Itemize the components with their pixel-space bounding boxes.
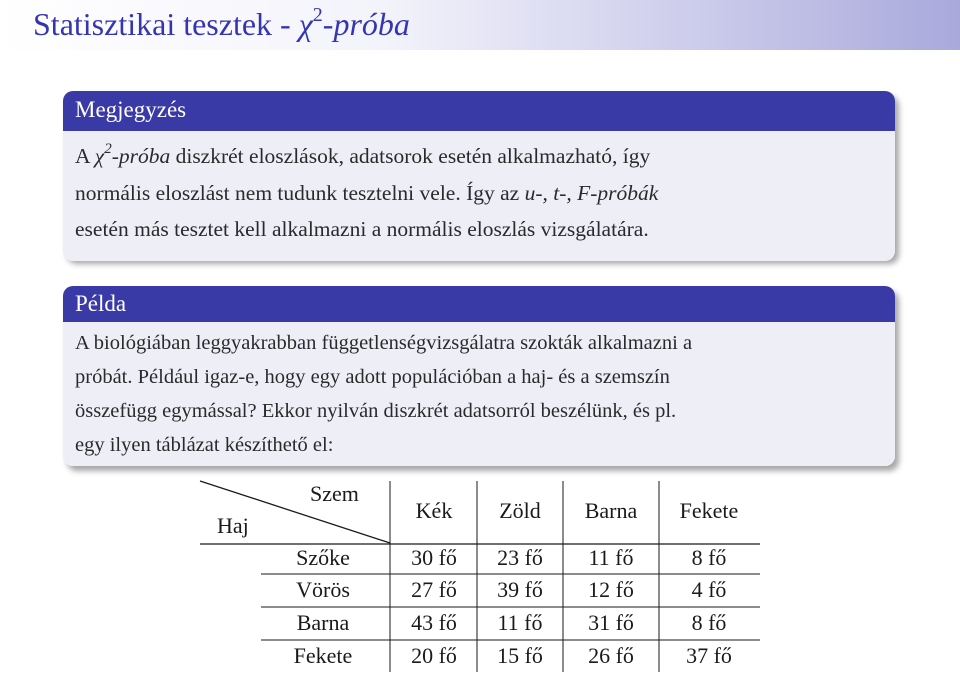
table-cell: 11 fő (497, 610, 543, 635)
row-label: Vörös (296, 577, 350, 602)
example-line-3: összefügg egymással? Ekkor nyilván diszkrét adatsorról beszélünk, és pl. (75, 400, 677, 422)
column-header: Kék (415, 498, 453, 523)
table-cell: 8 fő (691, 545, 727, 570)
table-cell: 43 fő (411, 610, 457, 635)
table-cell: 11 fő (588, 545, 634, 570)
note-line-2-a: normális eloszlást nem tudunk tesztelni vele. Így az (75, 180, 525, 205)
table-cell: 27 fő (411, 577, 457, 602)
table-cell: 12 fő (588, 577, 634, 602)
note-line-1-a: A (75, 144, 95, 168)
table-cell: 4 fő (691, 577, 727, 602)
note-line-1-b: diszkrét eloszlások, adatsorok esetén alkalmazható, így (170, 144, 651, 168)
corner-top-label: Szem (310, 481, 359, 506)
example-line-1: A biológiában leggyakrabban függetlenségvizsgálatra szokták alkalmazni a (75, 332, 693, 354)
column-header: Fekete (679, 498, 739, 523)
example-line-4: egy ilyen táblázat készíthető el: (75, 434, 334, 456)
table-cell: 8 fő (691, 610, 727, 635)
example-line-2: próbát. Például igaz-e, hogy egy adott populációban a haj- és a szemszín (75, 366, 670, 388)
column-header: Zöld (499, 498, 541, 523)
table-cell: 31 fő (588, 610, 634, 635)
note-chi-symbol: χ (94, 144, 105, 168)
note-block-heading: Megjegyzés (63, 91, 895, 131)
row-label: Barna (296, 610, 350, 635)
example-block-heading: Példa (63, 286, 895, 322)
title-suffix: -próba (322, 6, 410, 42)
column-header: Barna (584, 498, 638, 523)
note-line-3: esetén más tesztet kell alkalmazni a normális eloszlás vizsgálatára. (75, 217, 649, 241)
note-chi-exponent: 2 (104, 141, 112, 157)
corner-bottom-label: Haj (217, 513, 249, 538)
table-cell: 26 fő (588, 643, 634, 668)
table-cell: 30 fő (411, 545, 457, 570)
row-label: Fekete (293, 643, 353, 668)
table-cell: 39 fő (497, 577, 543, 602)
title-prefix: Statisztikai tesztek - (33, 6, 299, 42)
table-cell: 20 fő (411, 643, 457, 668)
note-line-2-italic: u-, t-, F-próbák (524, 180, 659, 205)
table-cell: 37 fő (686, 643, 732, 668)
row-label: Szőke (296, 545, 350, 570)
table-cell: 23 fő (497, 545, 543, 570)
table-cell: 15 fő (497, 643, 543, 668)
title-chi-exponent: 2 (312, 4, 323, 26)
note-line-1-italic: -próba (111, 144, 171, 168)
title-chi-symbol: χ (298, 6, 313, 42)
